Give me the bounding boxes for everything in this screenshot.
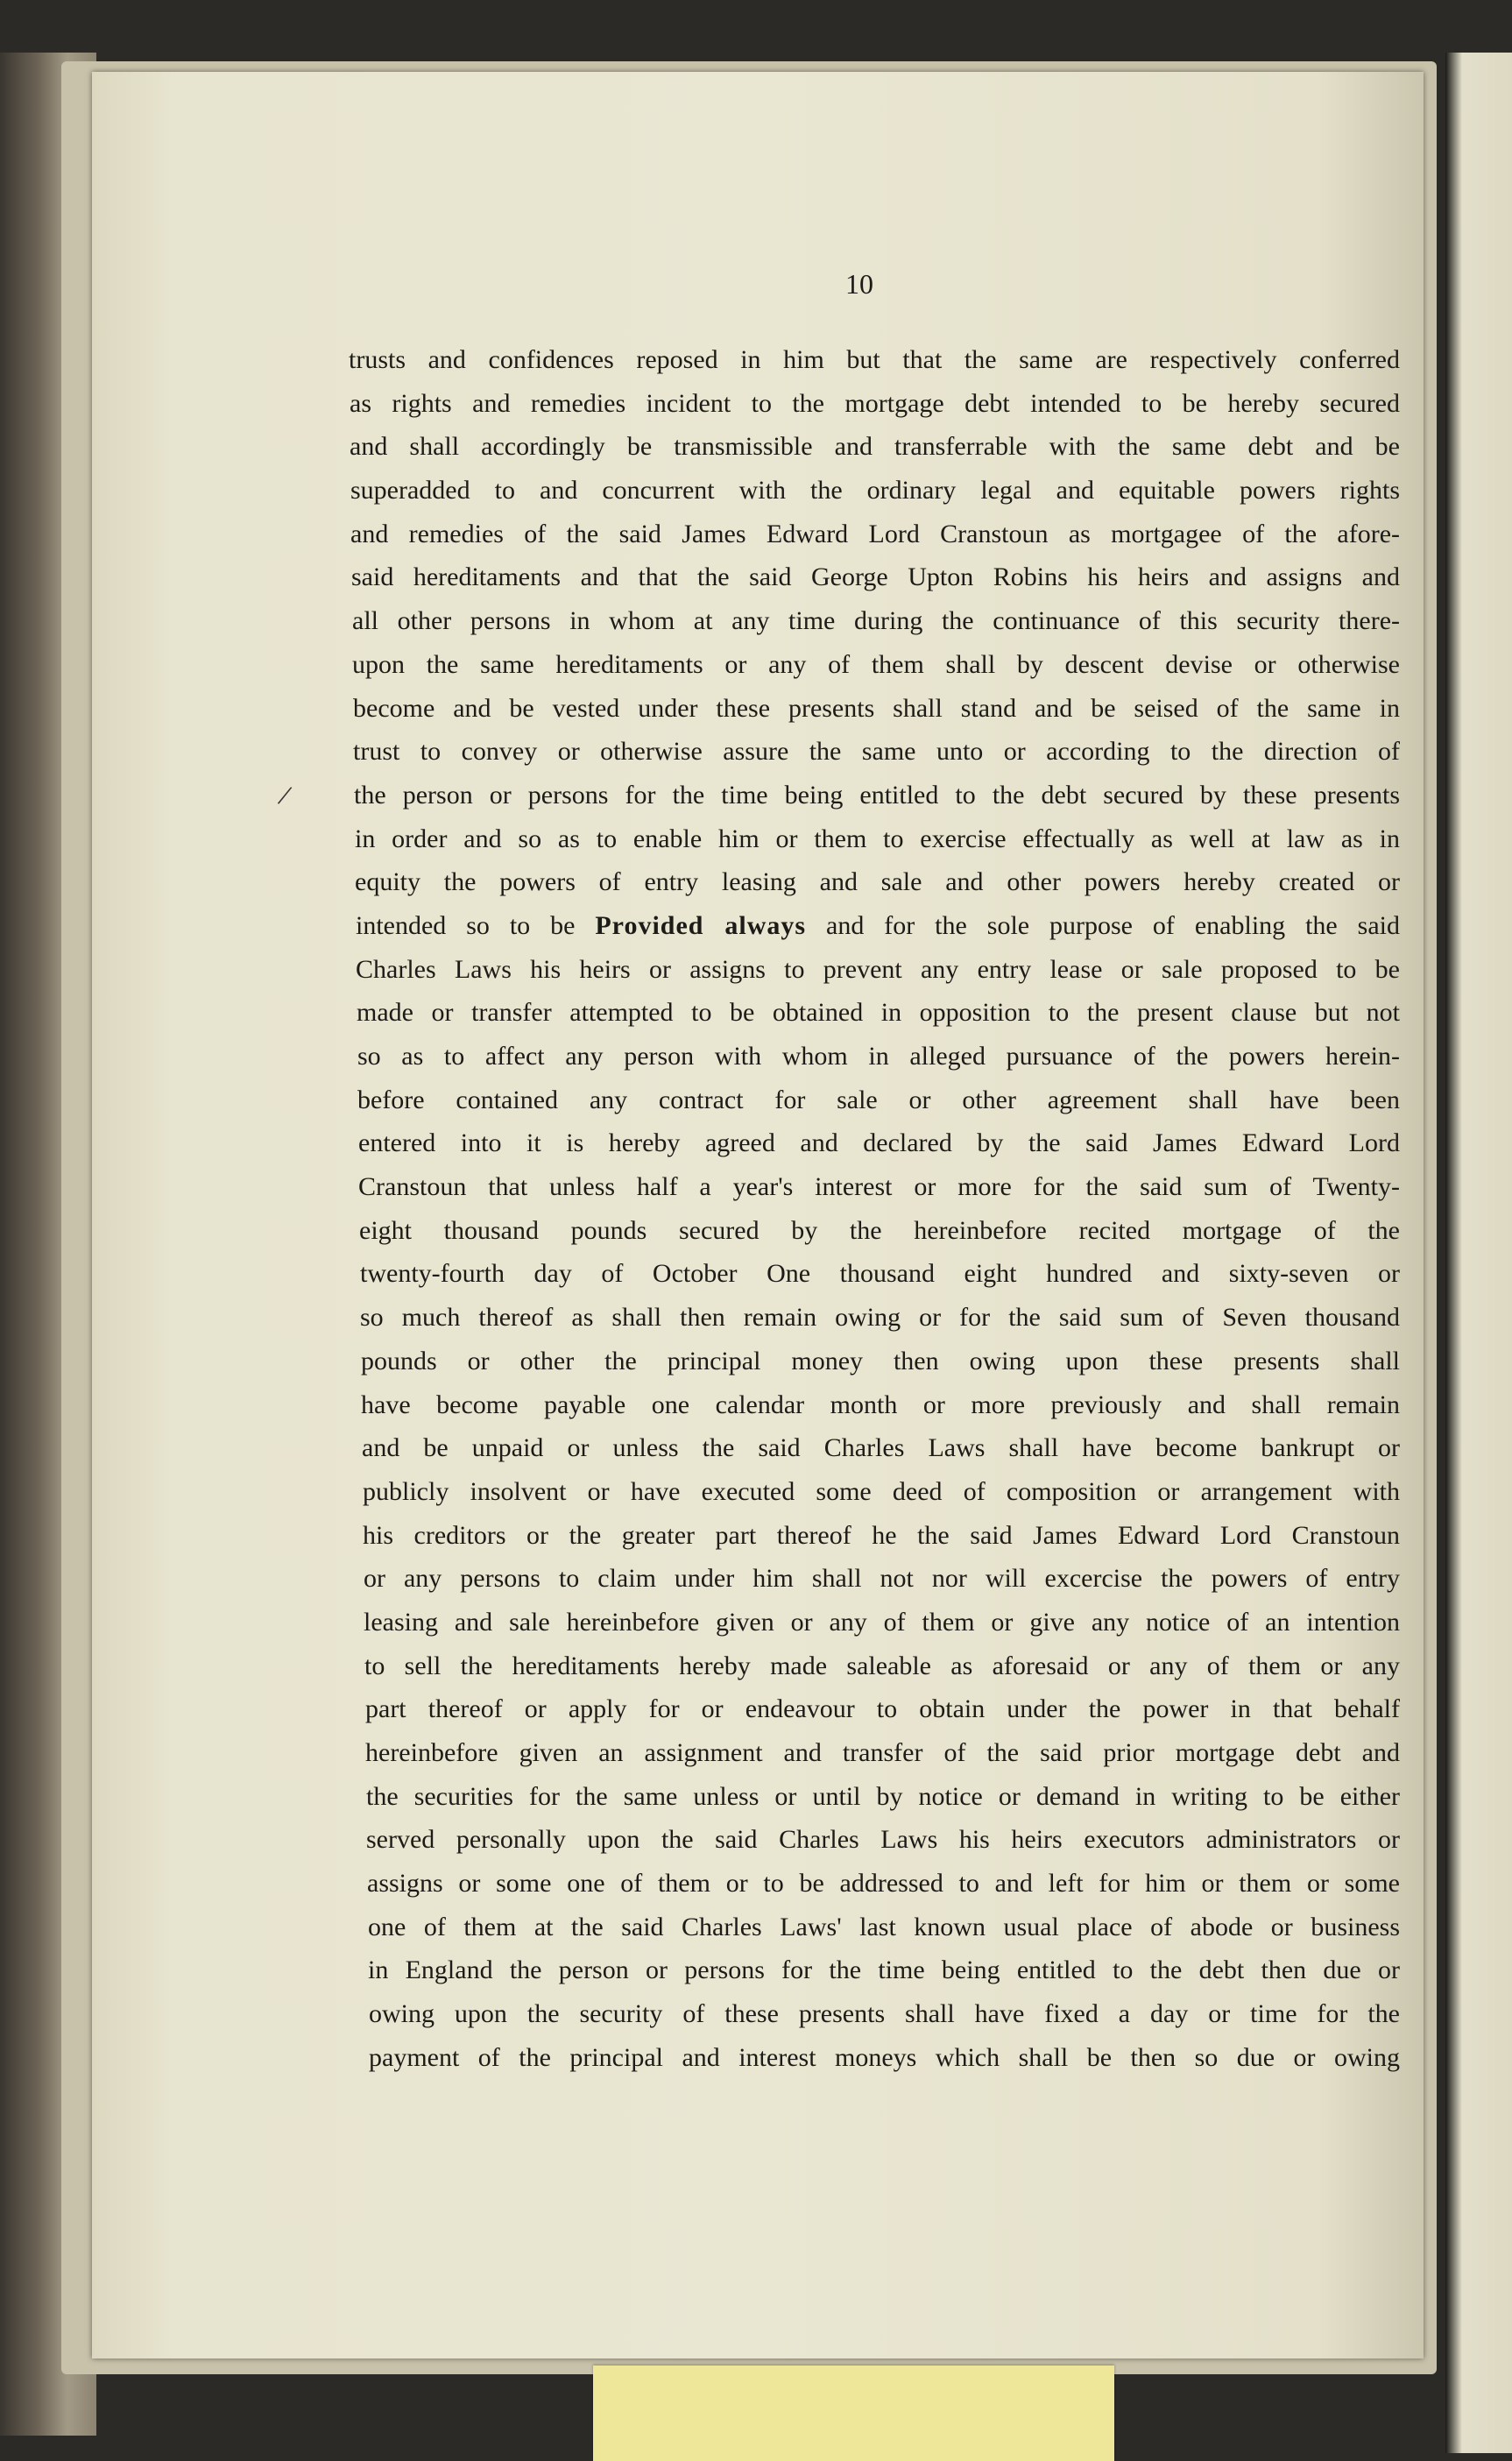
text-line: the person or persons for the time being entitled to the debt secured by these presents — [354, 780, 1400, 810]
blackletter-phrase: Provided always — [595, 910, 807, 940]
margin-tick-mark: / — [275, 779, 294, 813]
text-line: upon the same hereditaments or any of them shall by descent devise or otherwise — [352, 649, 1400, 679]
text-line: owing upon the security of these presents shall have fixed a day or time for the — [369, 1999, 1400, 2029]
text-line: twenty-fourth day of October One thousand eight hundred and sixty-seven or — [360, 1259, 1400, 1289]
text-line: all other persons in whom at any time during the continuance of this security there- — [352, 606, 1400, 636]
text-line: part thereof or apply for or endeavour to obtain under the power in that behalf — [365, 1694, 1400, 1724]
text-line: in order and so as to enable him or them to exercise effectually as well at law as in — [355, 824, 1400, 853]
text-line: and shall accordingly be transmissible and transferrable with the same debt and be — [350, 432, 1400, 462]
text-line: so much thereof as shall then remain owing or for the said sum of Seven thousand — [360, 1303, 1400, 1333]
sticky-note-tab — [593, 2366, 1114, 2461]
text-line: in England the person or persons for the time being entitled to the debt then due or — [368, 1955, 1400, 1985]
text-line: entered into it is hereby agreed and declared by the said James Edward Lord — [358, 1128, 1400, 1158]
text-line: served personally upon the said Charles Laws his heirs executors administrators or — [366, 1825, 1400, 1855]
text-line: and remedies of the said James Edward Lord Cranstoun as mortgagee of the afore- — [350, 519, 1400, 548]
text-segment: and for the sole purpose of enabling the said — [806, 910, 1400, 940]
text-line: have become payable one calendar month or more previously and shall remain — [361, 1390, 1400, 1419]
text-line: before contained any contract for sale or other agreement shall have been — [357, 1085, 1400, 1114]
text-line: said hereditaments and that the said George Upton Robins his heirs and assigns and — [351, 562, 1400, 592]
text-line: hereinbefore given an assignment and transfer of the said prior mortgage debt and — [365, 1738, 1400, 1767]
text-line: publicly insolvent or have executed some deed of composition or arrangement with — [363, 1476, 1400, 1506]
text-line: superadded to and concurrent with the ordinary legal and equitable powers rights — [350, 476, 1400, 506]
text-line: made or transfer attempted to be obtained in opposition to the present clause but not — [357, 998, 1400, 1028]
text-line — [356, 904, 1400, 948]
text-line: eight thousand pounds secured by the hereinbefore recited mortgage of the — [359, 1215, 1400, 1245]
body-text — [349, 338, 1400, 2080]
text-line: to sell the hereditaments hereby made saleable as aforesaid or any of them or any — [364, 1651, 1400, 1680]
text-line: his creditors or the greater part thereof he the said James Edward Lord Cranstoun — [363, 1520, 1400, 1550]
text-line: leasing and sale hereinbefore given or any of them or give any notice of an intention — [364, 1607, 1400, 1637]
text-line: equity the powers of entry leasing and sale and other powers hereby created or — [355, 867, 1400, 897]
text-line: become and be vested under these presents shall stand and be seised of the same in — [353, 693, 1400, 723]
text-line: the securities for the same unless or until by notice or demand in writing to be either — [366, 1781, 1400, 1811]
text-line: assigns or some one of them or to be addressed to and left for him or them or some — [367, 1869, 1400, 1899]
adjacent-page-edge — [1445, 53, 1512, 2453]
text-segment: intended so to be — [356, 910, 596, 940]
text-line: and be unpaid or unless the said Charles Laws shall have become bankrupt or — [362, 1433, 1400, 1463]
text-line: pounds or other the principal money then owing upon these presents shall — [361, 1346, 1400, 1375]
text-line: trusts and confidences reposed in him but that the same are respectively conferred — [349, 345, 1400, 374]
text-line: or any persons to claim under him shall not nor will excercise the powers of entry — [364, 1564, 1400, 1594]
page-number: 10 — [845, 268, 873, 300]
text-line: Charles Laws his heirs or assigns to prevent any entry lease or sale proposed to be — [356, 954, 1400, 984]
text-line: one of them at the said Charles Laws' last known usual place of abode or business — [368, 1912, 1400, 1941]
text-line: payment of the principal and interest moneys which shall be then so due or owing — [369, 2042, 1400, 2072]
text-line: as rights and remedies incident to the mortgage debt intended to be hereby secured — [350, 388, 1400, 418]
text-line: trust to convey or otherwise assure the same unto or according to the direction of — [353, 737, 1400, 767]
text-line: so as to affect any person with whom in alleged pursuance of the powers herein- — [357, 1042, 1400, 1071]
text-line: Cranstoun that unless half a year's interest or more for the said sum of Twenty- — [358, 1172, 1400, 1202]
